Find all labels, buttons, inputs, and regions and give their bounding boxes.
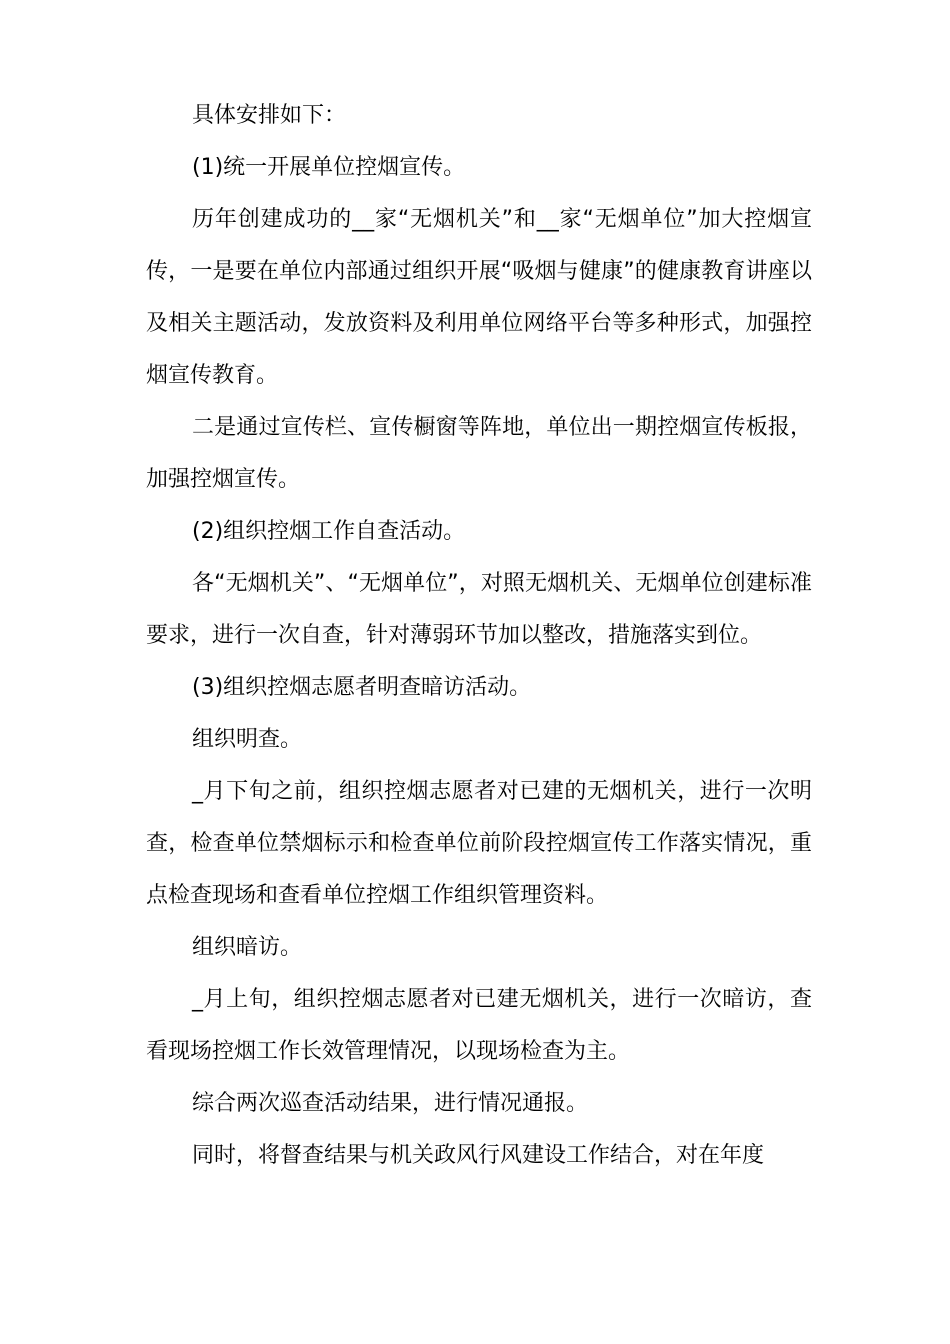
paragraph-heading-3: (3)组织控烟志愿者明查暗访活动。 <box>192 675 532 700</box>
paragraph-heading-1: (1)统一开展单位控烟宣传。 <box>192 155 466 180</box>
paragraph-open-inspection: _月下旬之前，组织控烟志愿者对已建的无烟机关，进行一次明查，检查单位禁烟标示和检查单位前阶段控烟宣传工作落实情况，重点检查现场和查看单位控烟工作组织管理资料。 <box>146 779 812 908</box>
paragraph-self-check: 各“无烟机关”、“无烟单位”，对照无烟机关、无烟单位创建标准要求，进行一次自查，针对薄弱环节加以整改，措施落实到位。 <box>146 571 812 648</box>
document-body <box>146 90 812 1182</box>
paragraph-combine: 同时，将督查结果与机关政风行风建设工作结合，对在年度 <box>192 1143 765 1168</box>
paragraph-secret-visit: _月上旬，组织控烟志愿者对已建无烟机关，进行一次暗访，查看现场控烟工作长效管理情况，以现场检查为主。 <box>146 987 812 1064</box>
paragraph-bulletin: 二是通过宣传栏、宣传橱窗等阵地，单位出一期控烟宣传板报，加强控烟宣传。 <box>146 415 812 492</box>
paragraph-heading-2: (2)组织控烟工作自查活动。 <box>192 519 466 544</box>
paragraph-report: 综合两次巡查活动结果，进行情况通报。 <box>192 1091 589 1116</box>
paragraph-intro: 具体安排如下： <box>192 103 347 128</box>
paragraph-secret-visit-title: 组织暗访。 <box>192 935 303 960</box>
paragraph-open-inspection-title: 组织明查。 <box>192 727 303 752</box>
paragraph-publicity: 历年创建成功的__家“无烟机关”和__家“无烟单位”加大控烟宣传，一是要在单位内部通过组织开展“吸烟与健康”的健康教育讲座以及相关主题活动，发放资料及利用单位网络平台等多种形式，加强控烟宣传教育。 <box>146 207 812 388</box>
